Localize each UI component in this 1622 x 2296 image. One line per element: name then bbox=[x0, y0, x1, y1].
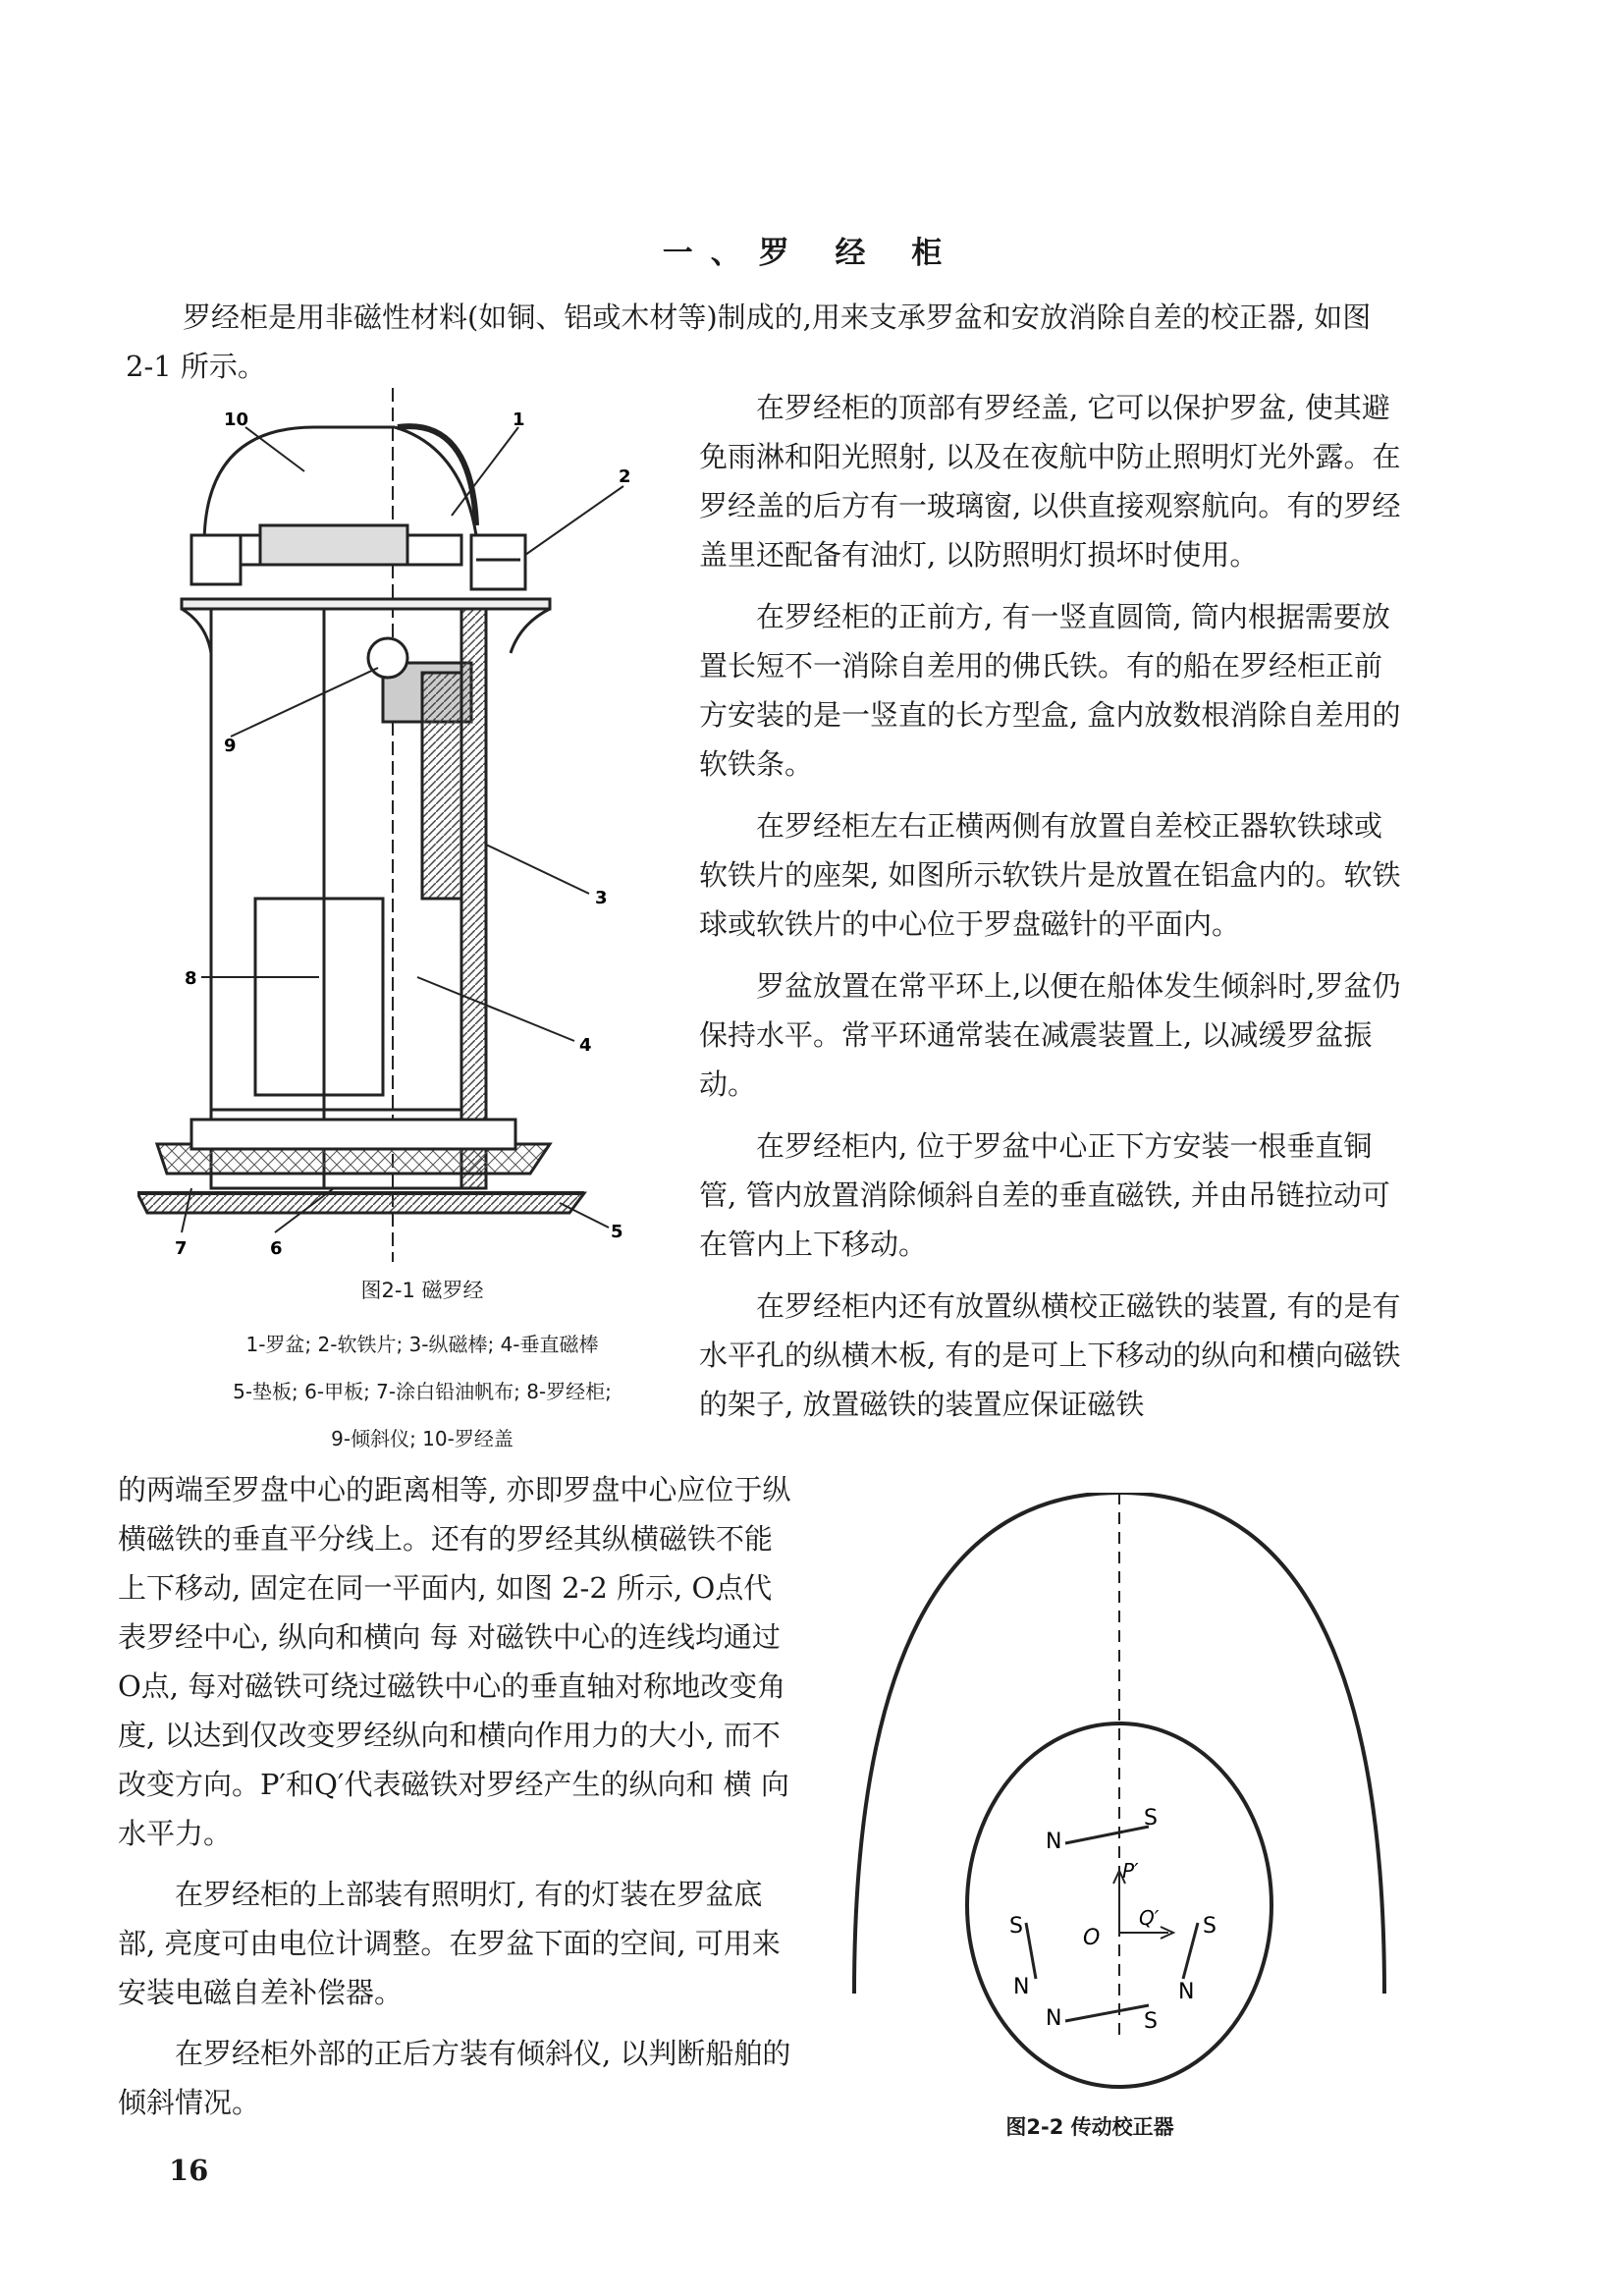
label-s-left: S bbox=[1009, 1914, 1023, 1939]
callout-4: 4 bbox=[579, 1035, 592, 1056]
label-n-bottom: N bbox=[1046, 2006, 1062, 2031]
page-number: 16 bbox=[169, 2154, 209, 2187]
paragraph: 在罗经柜的正前方, 有一竖直圆筒, 筒内根据需要放置长短不一消除自差用的佛氏铁。有的船在罗经柜正前方安装的是一竖直的长方型盒, 盒内放数根消除自差用的软铁条。 bbox=[699, 600, 1401, 781]
label-n-top: N bbox=[1046, 1830, 1062, 1854]
legend-line: 5-垫板; 6-甲板; 7-涂白铅油帆布; 8-罗经柜; bbox=[233, 1380, 612, 1403]
label-s-top: S bbox=[1144, 1806, 1158, 1831]
label-s-right: S bbox=[1203, 1914, 1216, 1939]
figure-2-2-corrector bbox=[844, 1493, 1394, 2102]
label-p: P′ bbox=[1122, 1859, 1139, 1883]
label-o: O bbox=[1083, 1926, 1101, 1950]
paragraph: 的两端至罗盘中心的距离相等, 亦即罗盘中心应位于纵横磁铁的垂直平分线上。还有的罗经其纵横磁铁不能上下移动, 固定在同一平面内, 如图 2-2 所示, O点代表罗经中心, 纵向和横向 每 对磁铁中心的连线均通过O点, 每对磁铁可绕过磁铁中心的垂直轴对称地改变角度, 以达到仅改变罗经纵向和横向作用力的大小, 而不改变方向。P′和Q′代表磁铁对罗经产生的纵向和 横 向水平力。 bbox=[118, 1473, 791, 1850]
paragraph: 在罗经柜外部的正后方装有倾斜仪, 以判断船舶的倾斜情况。 bbox=[118, 2037, 791, 2119]
section-title: 一、罗 经 柜 bbox=[662, 236, 960, 271]
callout-10: 10 bbox=[224, 410, 249, 430]
paragraph: 在罗经柜左右正横两侧有放置自差校正器软铁球或软铁片的座架, 如图所示软铁片是放置在铝盒内的。软铁球或软铁片的中心位于罗盘磁针的平面内。 bbox=[699, 809, 1401, 941]
right-column bbox=[699, 383, 1401, 1442]
callout-8: 8 bbox=[185, 968, 197, 989]
label-s-bottom: S bbox=[1144, 2009, 1158, 2034]
callout-9: 9 bbox=[224, 736, 237, 756]
callout-6: 6 bbox=[270, 1238, 283, 1259]
legend-line: 1-罗盆; 2-软铁片; 3-纵磁棒; 4-垂直磁棒 bbox=[245, 1333, 599, 1356]
figure-2-1-binnacle bbox=[137, 388, 687, 1272]
paragraph: 在罗经柜内还有放置纵横校正磁铁的装置, 有的是有水平孔的纵横木板, 有的是可上下移动的纵向和横向磁铁的架子, 放置磁铁的装置应保证磁铁 bbox=[699, 1289, 1401, 1421]
figure-2-2-caption: 图2-2 传动校正器 bbox=[1005, 2115, 1174, 2139]
paragraph: 在罗经柜的顶部有罗经盖, 它可以保护罗盆, 使其避免雨淋和阳光照射, 以及在夜航中防止照明灯光外露。在罗经盖的后方有一玻璃窗, 以供直接观察航向。有的罗经盖里还配备有油灯, 以防照明灯损坏时使用。 bbox=[699, 391, 1401, 572]
paragraph: 在罗经柜内, 位于罗盆中心正下方安装一根垂直铜管, 管内放置消除倾斜自差的垂直磁铁, 并由吊链拉动可在管内上下移动。 bbox=[699, 1129, 1390, 1261]
callout-7: 7 bbox=[175, 1238, 188, 1259]
paragraph: 罗盆放置在常平环上,以便在船体发生倾斜时,罗盆仍保持水平。常平环通常装在减震装置上, 以减缓罗盆振动。 bbox=[699, 969, 1401, 1101]
callout-1: 1 bbox=[513, 410, 525, 430]
figure-2-1-legend bbox=[147, 1321, 697, 1462]
legend-line: 9-倾斜仪; 10-罗经盖 bbox=[331, 1427, 514, 1450]
label-n-right: N bbox=[1178, 1980, 1195, 2004]
left-column bbox=[118, 1465, 795, 2139]
intro-text: 罗经柜是用非磁性材料(如铜、铝或木材等)制成的,用来支承罗盆和安放消除自差的校正器, 如图 2-1 所示。 bbox=[126, 301, 1372, 383]
paragraph: 在罗经柜的上部装有照明灯, 有的灯装在罗盆底部, 亮度可由电位计调整。在罗盆下面的空间, 可用来安装电磁自差补偿器。 bbox=[118, 1878, 781, 2009]
callout-5: 5 bbox=[611, 1222, 623, 1242]
callout-3: 3 bbox=[595, 888, 608, 908]
figure-2-1-caption: 图2-1 磁罗经 bbox=[360, 1279, 484, 1302]
label-n-left: N bbox=[1013, 1975, 1030, 1999]
label-q: Q′ bbox=[1139, 1906, 1160, 1930]
intro-paragraph bbox=[126, 293, 1402, 391]
callout-2: 2 bbox=[619, 466, 631, 487]
